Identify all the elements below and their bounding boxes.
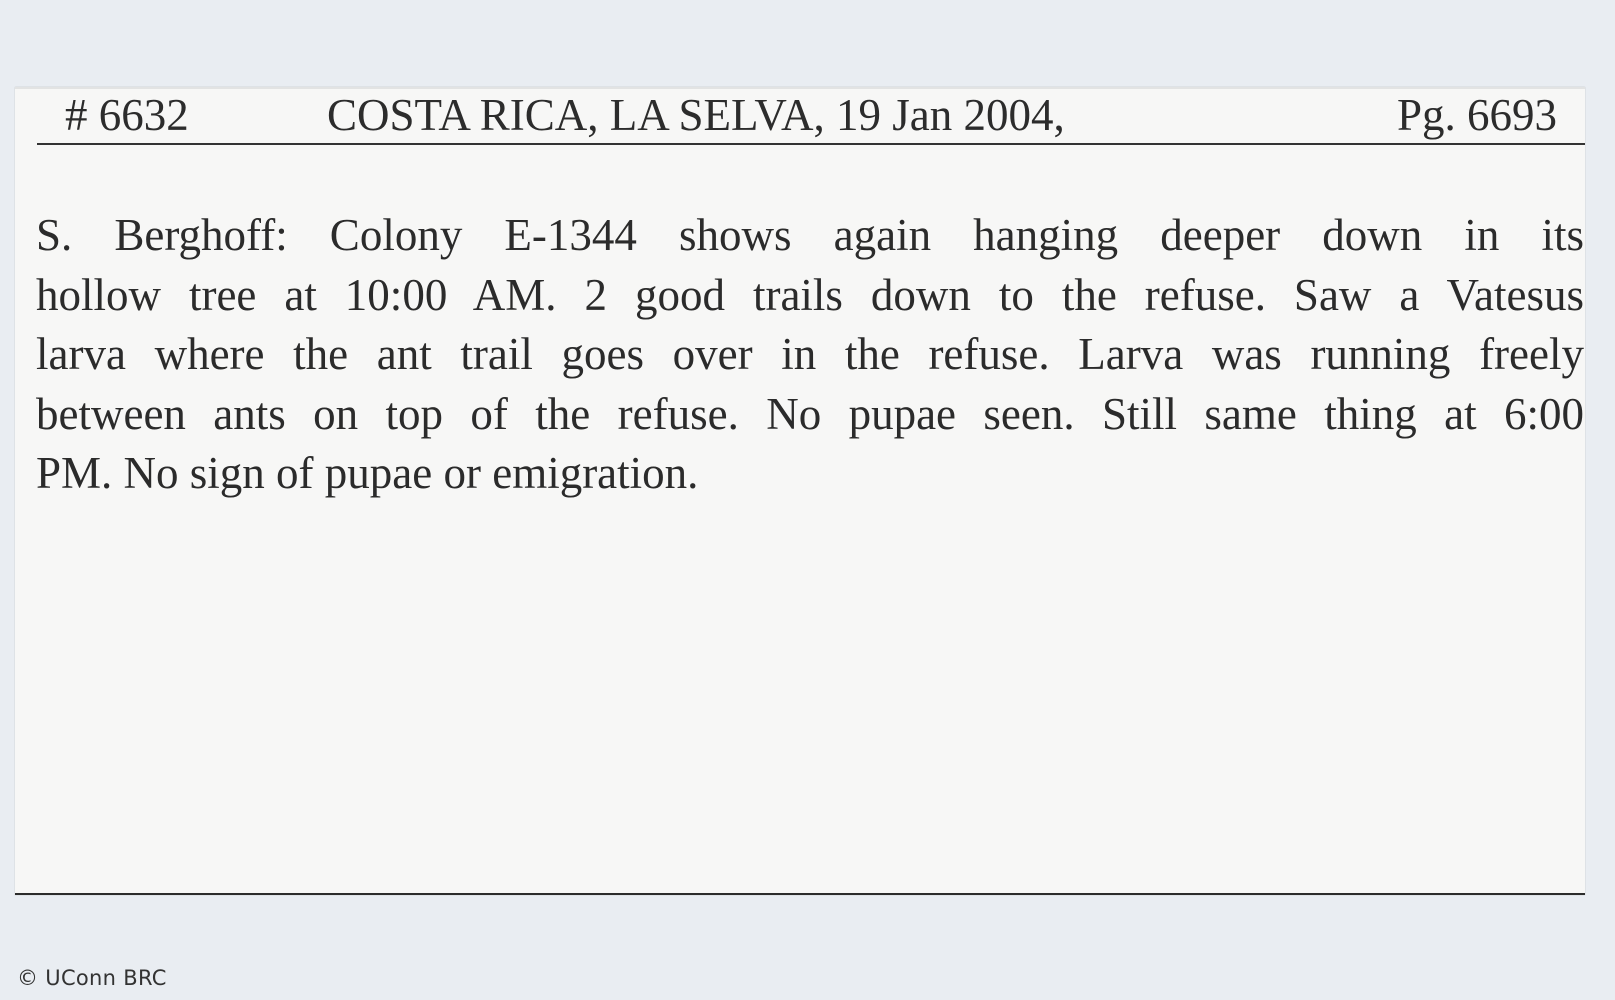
body-line: S. Berghoff: Colony E-1344 shows again hanging deeper down in its <box>36 210 1584 260</box>
card-body <box>36 206 1584 504</box>
record-number: # 6632 <box>65 90 189 140</box>
body-line: hollow tree at 10:00 AM. 2 good trails down to the refuse. Saw a Vatesus <box>36 269 1584 320</box>
body-line: larva where the ant trail goes over in the refuse. Larva was running freely <box>36 329 1584 379</box>
body-line: PM. No sign of pupae or emigration. <box>36 448 699 498</box>
page-number: Pg. 6693 <box>1396 90 1557 140</box>
copyright-notice: © UConn BRC <box>17 966 167 990</box>
card-bottom-rule <box>15 893 1585 895</box>
body-line: between ants on top of the refuse. No pupae seen. Still same thing at 6:00 <box>36 388 1584 439</box>
header-underline <box>37 143 1585 145</box>
location-date: COSTA RICA, LA SELVA, 19 Jan 2004, <box>327 90 1065 140</box>
index-card <box>15 87 1585 895</box>
card-header <box>37 89 1557 141</box>
